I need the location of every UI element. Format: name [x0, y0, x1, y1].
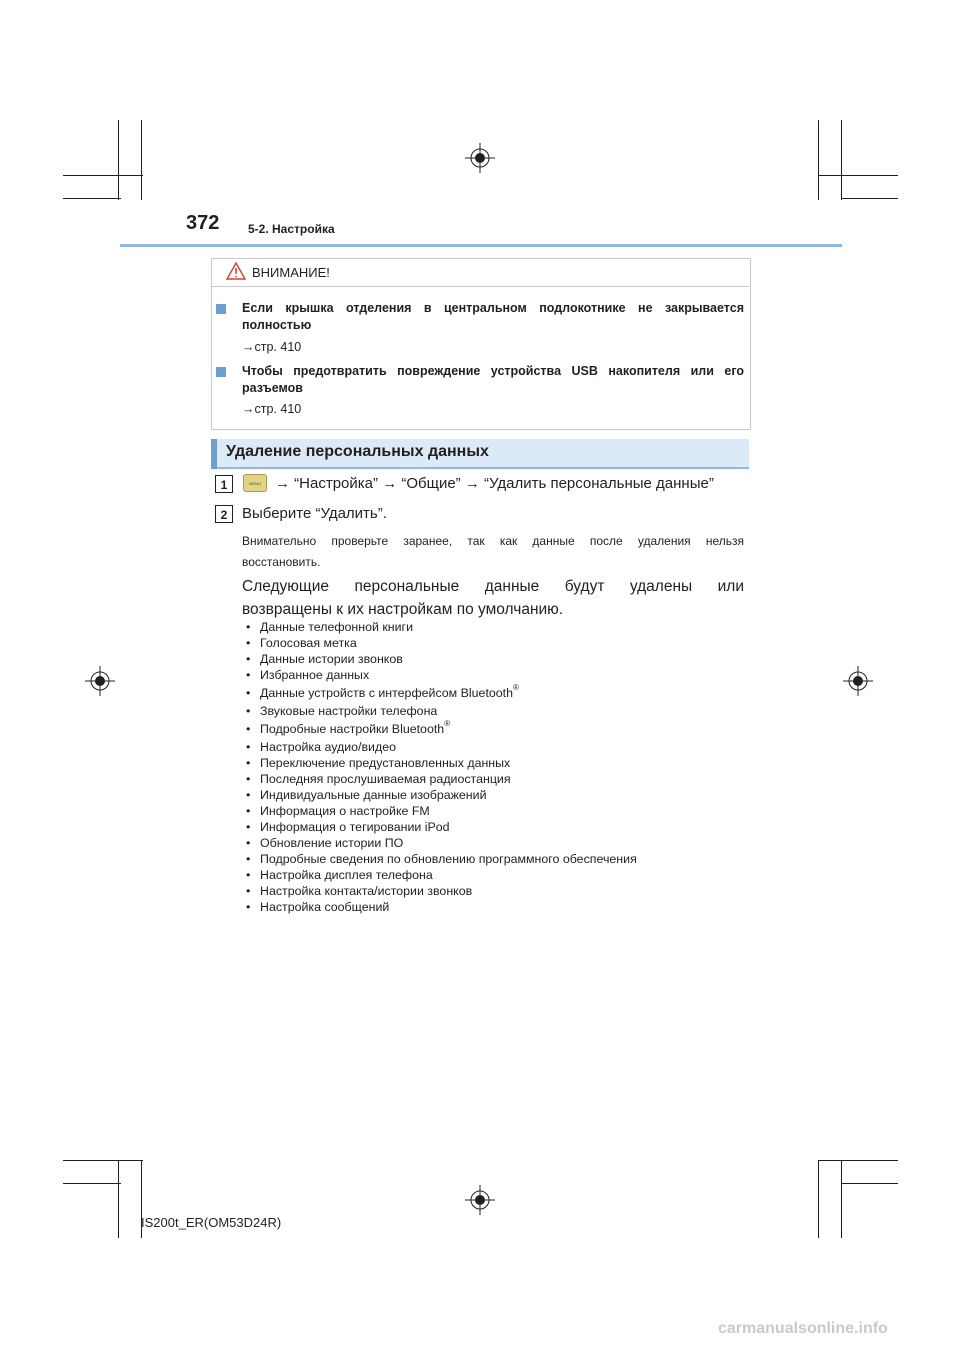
- registration-mark-icon: [843, 666, 873, 696]
- list-item: [246, 771, 746, 787]
- path-item: “Удалить персональные данные”: [484, 475, 714, 492]
- list-item: [246, 755, 746, 771]
- list-item: [246, 719, 746, 739]
- list-item: [246, 619, 746, 635]
- list-item: [246, 851, 746, 867]
- arrow-icon: →: [242, 340, 255, 354]
- divider: [212, 286, 749, 287]
- arrow-icon: →: [464, 475, 480, 492]
- warning-heading: Если крышка отделения в центральном подлокотнике не закрывается полностью: [242, 301, 744, 332]
- list-item: [246, 787, 746, 803]
- registered-mark: ®: [513, 683, 519, 692]
- list-item-text: Настройка контакта/истории звонков: [260, 884, 473, 898]
- list-item: [246, 667, 746, 683]
- section-heading: Удаление персональных данных: [226, 443, 489, 460]
- list-item-text: Обновление истории ПО: [260, 836, 404, 850]
- header-rule: [120, 244, 842, 247]
- warning-title: ВНИМАНИЕ!: [252, 265, 330, 280]
- page-reference-text: стр. 410: [254, 402, 302, 416]
- section-title: 5-2. Настройка: [248, 222, 335, 236]
- page-reference-text: стр. 410: [254, 340, 302, 354]
- list-item-text: Информация о тегировании iPod: [260, 820, 450, 834]
- watermark: carmanualsonline.info: [718, 1320, 888, 1337]
- arrow-icon: →: [242, 402, 255, 416]
- list-item: [246, 883, 746, 899]
- list-item-text: Переключение предустановленных данных: [260, 756, 511, 770]
- list-item-text: Настройка аудио/видео: [260, 740, 396, 754]
- registration-mark-icon: [465, 1185, 495, 1215]
- list-item-text: Подробные сведения по обновлению программного обеспечения: [260, 852, 637, 866]
- paragraph-line: возвращены к их настройкам по умолчанию.: [242, 601, 564, 618]
- list-item-text: Информация о настройке FM: [260, 804, 430, 818]
- step-2-text: Выберите “Удалить”.: [242, 505, 387, 522]
- list-item: [246, 899, 746, 915]
- list-item: [246, 635, 746, 651]
- paragraph: [242, 575, 744, 621]
- paragraph-line: Следующие персональные данные будут удалены или: [242, 578, 744, 595]
- square-bullet-icon: [216, 304, 226, 314]
- registered-mark: ®: [444, 719, 451, 728]
- list-item-text: Последняя прослушиваемая радиостанция: [260, 772, 511, 786]
- list-item-text: Данные истории звонков: [260, 652, 403, 666]
- page-reference: [242, 402, 301, 416]
- note-text: Внимательно проверьте заранее, так как данные после удаления нельзя восстановить.: [242, 534, 744, 569]
- list-item-text: Настройка сообщений: [260, 900, 390, 914]
- registration-mark-icon: [465, 143, 495, 173]
- step-number: 2: [215, 505, 233, 523]
- list-item: [246, 819, 746, 835]
- page-reference: [242, 340, 301, 354]
- path-item: “Настройка”: [294, 475, 379, 492]
- list-item: [246, 703, 746, 719]
- arrow-icon: →: [275, 475, 290, 492]
- warning-heading: Чтобы предотвратить повреждение устройства USB накопителя или его разъемов: [242, 364, 744, 395]
- list-item-text: Голосовая метка: [260, 636, 357, 650]
- square-bullet-icon: [216, 367, 226, 377]
- model-code: IS200t_ER(OM53D24R): [141, 1215, 282, 1230]
- list-item-text: Данные телефонной книги: [260, 620, 413, 634]
- list-item: [246, 867, 746, 883]
- list-item-text: Избранное данных: [260, 668, 370, 682]
- list-item-text: Звуковые настройки телефона: [260, 704, 438, 718]
- personal-data-list: [246, 619, 746, 915]
- path-item: “Общие”: [401, 475, 461, 492]
- warning-icon: [226, 262, 246, 280]
- list-item-text: Индивидуальные данные изображений: [260, 788, 487, 802]
- list-item: [246, 835, 746, 851]
- list-item: [246, 651, 746, 667]
- step-number: 1: [215, 475, 233, 493]
- list-item-text: Данные устройств с интерфейсом Bluetooth: [260, 686, 514, 700]
- arrow-icon: →: [382, 475, 398, 492]
- registration-mark-icon: [85, 666, 115, 696]
- menu-button-icon: MENU: [243, 474, 267, 492]
- list-item-text: Настройка дисплея телефона: [260, 868, 433, 882]
- section-heading-accent: [211, 439, 217, 469]
- step-1-text: [275, 475, 714, 492]
- list-item-text: Подробные настройки Bluetooth: [260, 722, 445, 736]
- list-item: [246, 739, 746, 755]
- list-item: [246, 683, 746, 703]
- page-number: 372: [186, 212, 220, 234]
- list-item: [246, 803, 746, 819]
